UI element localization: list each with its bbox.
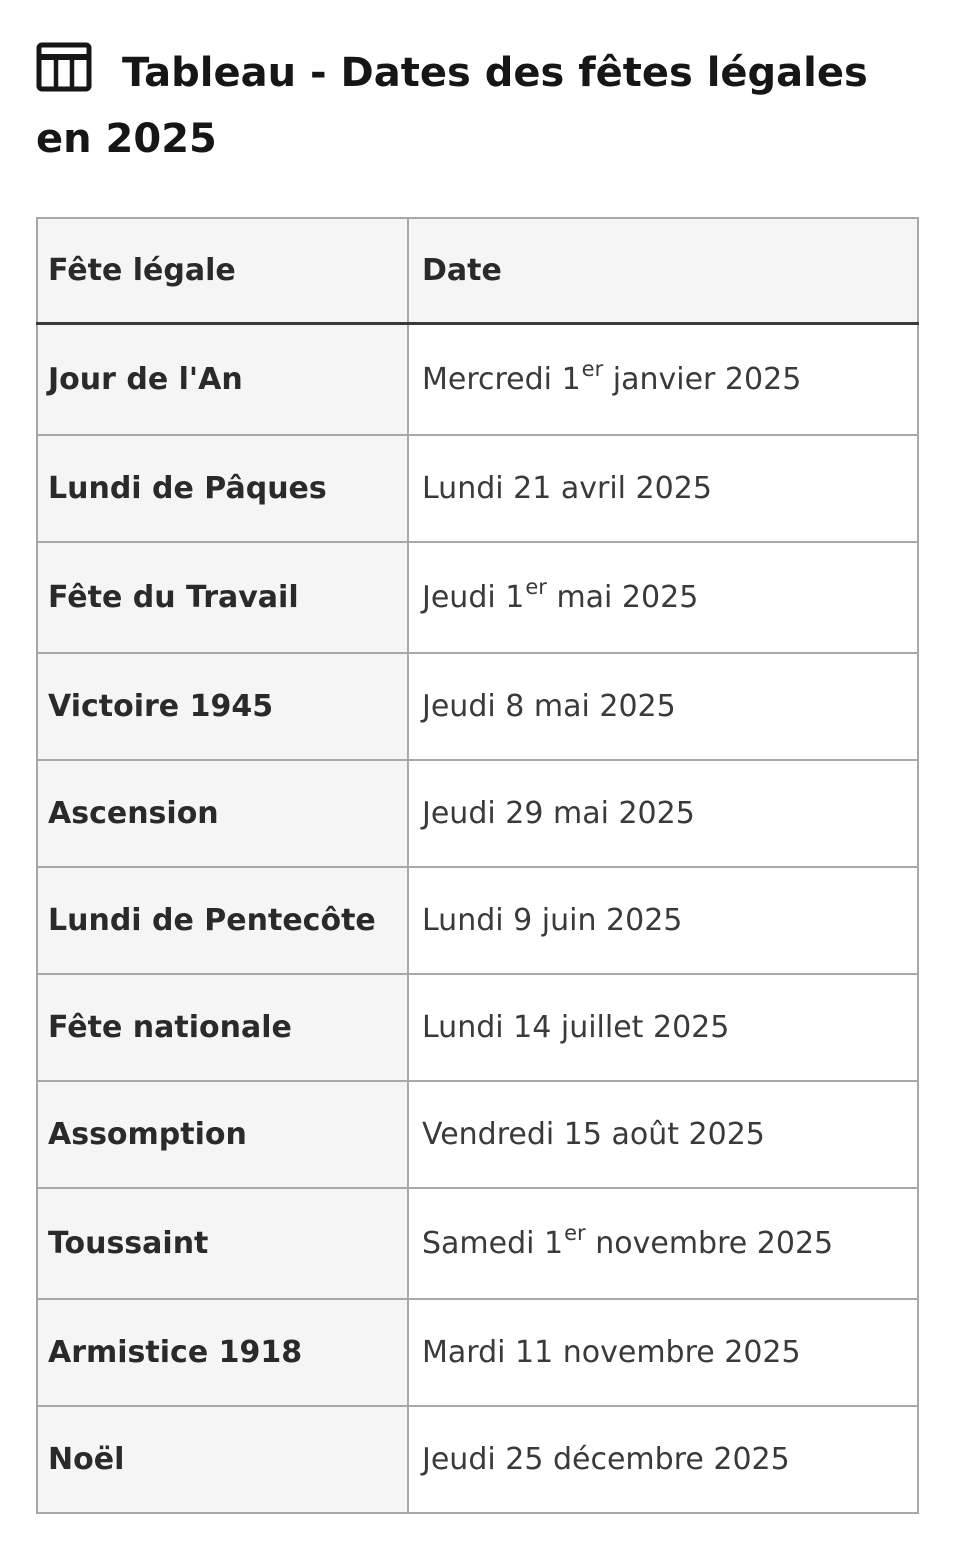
date-ordinal-suffix: er — [564, 1220, 586, 1245]
table-row — [37, 867, 918, 974]
holiday-name: Armistice 1918 — [37, 1299, 408, 1406]
table-row — [37, 1299, 918, 1406]
date-day-number: 25 — [505, 1441, 544, 1477]
holiday-date — [408, 653, 918, 760]
date-day-number: 21 — [513, 470, 552, 506]
holiday-name: Jour de l'An — [37, 324, 408, 435]
date-month-year: mai 2025 — [556, 579, 699, 615]
date-month-year: novembre 2025 — [562, 1334, 801, 1370]
date-day-number: 1 — [505, 579, 525, 615]
holiday-date — [408, 1406, 918, 1513]
date-month-year: mai 2025 — [552, 795, 695, 831]
holiday-name: Fête nationale — [37, 974, 408, 1081]
table-row — [37, 324, 918, 435]
holiday-name: Toussaint — [37, 1188, 408, 1299]
table-row — [37, 1081, 918, 1188]
holiday-date — [408, 867, 918, 974]
date-weekday: Jeudi — [422, 579, 496, 615]
date-month-year: avril 2025 — [560, 470, 712, 506]
holiday-date — [408, 435, 918, 542]
column-header-date: Date — [408, 218, 918, 324]
holiday-date — [408, 1299, 918, 1406]
holiday-name: Assomption — [37, 1081, 408, 1188]
date-month-year: décembre 2025 — [552, 1441, 790, 1477]
date-day-number: 15 — [563, 1116, 602, 1152]
holiday-name: Noël — [37, 1406, 408, 1513]
table-row — [37, 760, 918, 867]
date-day-number: 1 — [544, 1225, 564, 1261]
holiday-date — [408, 974, 918, 1081]
holiday-date — [408, 1081, 918, 1188]
table-icon — [36, 42, 92, 92]
date-day-number: 9 — [513, 902, 533, 938]
date-day-number: 1 — [561, 361, 581, 397]
holidays-table — [36, 217, 919, 1514]
date-month-year: novembre 2025 — [595, 1225, 834, 1261]
date-weekday: Mardi — [422, 1334, 506, 1370]
holiday-name: Lundi de Pâques — [37, 435, 408, 542]
table-row — [37, 542, 918, 653]
date-weekday: Lundi — [422, 1009, 504, 1045]
column-header-holiday: Fête légale — [37, 218, 408, 324]
table-row — [37, 435, 918, 542]
date-day-number: 29 — [505, 795, 544, 831]
table-row — [37, 1406, 918, 1513]
holiday-date — [408, 542, 918, 653]
date-month-year: août 2025 — [611, 1116, 765, 1152]
date-weekday: Vendredi — [422, 1116, 555, 1152]
date-weekday: Mercredi — [422, 361, 553, 397]
date-ordinal-suffix: er — [581, 356, 604, 381]
holiday-date — [408, 760, 918, 867]
date-month-year: mai 2025 — [533, 688, 676, 724]
date-day-number: 8 — [505, 688, 525, 724]
holiday-name: Fête du Travail — [37, 542, 408, 653]
date-weekday: Lundi — [422, 902, 504, 938]
date-month-year: janvier 2025 — [612, 361, 802, 397]
date-month-year: juin 2025 — [541, 902, 683, 938]
table-row — [37, 653, 918, 760]
holiday-date — [408, 1188, 918, 1299]
holiday-name: Ascension — [37, 760, 408, 867]
date-weekday: Jeudi — [422, 688, 496, 724]
date-weekday: Jeudi — [422, 795, 496, 831]
holiday-name: Lundi de Pentecôte — [37, 867, 408, 974]
table-row — [37, 1188, 918, 1299]
page-title-text: Tableau - Dates des fêtes légales en 2025 — [36, 50, 868, 162]
date-month-year: juillet 2025 — [560, 1009, 730, 1045]
page-title — [36, 40, 916, 172]
table-row — [37, 974, 918, 1081]
date-weekday: Jeudi — [422, 1441, 496, 1477]
date-weekday: Lundi — [422, 470, 504, 506]
date-weekday: Samedi — [422, 1225, 535, 1261]
holiday-name: Victoire 1945 — [37, 653, 408, 760]
date-ordinal-suffix: er — [525, 574, 547, 599]
holiday-date — [408, 324, 918, 435]
date-day-number: 14 — [513, 1009, 552, 1045]
date-day-number: 11 — [515, 1334, 554, 1370]
table-header-row — [37, 218, 918, 324]
